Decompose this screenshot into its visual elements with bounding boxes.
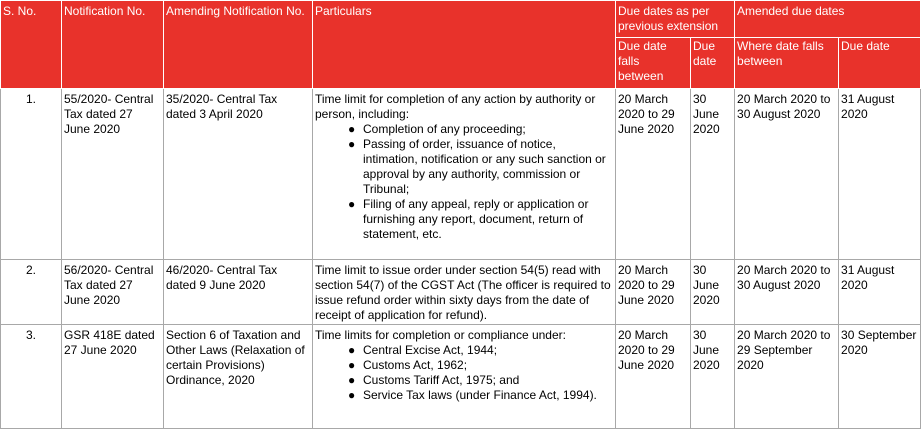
particulars-intro: Time limit to issue order under section 54(5) read with section 54(7) of the CGST Act (The officer is required to issue refund order within sixty days from the date of receipt of application for refund). bbox=[315, 263, 611, 322]
bullet-icon: ● bbox=[348, 197, 356, 211]
row-amending-notification-no: 35/2020- Central Tax dated 3 April 2020 bbox=[164, 89, 313, 260]
row-amending-notification-no: Section 6 of Taxation and Other Laws (Relaxation of certain Provisions) Ordinance, 2020 bbox=[164, 325, 313, 429]
bullet-icon: ● bbox=[348, 373, 356, 387]
row-sno: 2. bbox=[1, 260, 62, 325]
row-amended-due-date: 30 September 2020 bbox=[839, 325, 921, 429]
row-amended-falls-between: 20 March 2020 to 30 August 2020 bbox=[735, 260, 839, 325]
row-particulars bbox=[313, 89, 616, 260]
bullet-icon: ● bbox=[348, 343, 356, 357]
row-amending-notification-no: 46/2020- Central Tax dated 9 June 2020 bbox=[164, 260, 313, 325]
list-item: ● Customs Act, 1962; bbox=[348, 358, 468, 372]
header-where-date-falls-between: Where date falls between bbox=[735, 38, 839, 89]
row-amended-falls-between: 20 March 2020 to 29 September 2020 bbox=[735, 325, 839, 429]
list-item: ● Passing of order, issuance of notice, intimation, notification or any such sanction or approval by any authority, commission or Tribunal; bbox=[348, 137, 606, 196]
header-due-date-falls-between: Due date falls between bbox=[616, 38, 691, 89]
row-notification-no: GSR 418E dated 27 June 2020 bbox=[62, 325, 164, 429]
row-amended-falls-between: 20 March 2020 to 30 August 2020 bbox=[735, 89, 839, 260]
row-prev-due-date: 30 June 2020 bbox=[691, 260, 735, 325]
particulars-intro: Time limit for completion of any action by authority or person, including: bbox=[315, 92, 596, 121]
particulars-list bbox=[315, 343, 613, 403]
row-prev-due-date: 30 June 2020 bbox=[691, 89, 735, 260]
header-notification-no: Notification No. bbox=[62, 1, 164, 89]
list-item: ● Service Tax laws (under Finance Act, 1994). bbox=[348, 388, 597, 402]
row-prev-falls-between: 20 March 2020 to 29 June 2020 bbox=[616, 260, 691, 325]
bullet-icon: ● bbox=[348, 388, 356, 402]
table-row bbox=[1, 89, 921, 260]
list-item: ● Completion of any proceeding; bbox=[348, 122, 526, 136]
row-notification-no: 55/2020- Central Tax dated 27 June 2020 bbox=[62, 89, 164, 260]
bullet-icon: ● bbox=[348, 122, 356, 136]
header-amended-due-date: Due date bbox=[839, 38, 921, 89]
row-sno: 3. bbox=[1, 325, 62, 429]
row-prev-falls-between: 20 March 2020 to 29 June 2020 bbox=[616, 89, 691, 260]
row-prev-due-date: 30 June 2020 bbox=[691, 325, 735, 429]
header-amended-due-dates: Amended due dates bbox=[735, 1, 921, 38]
row-particulars bbox=[313, 325, 616, 429]
list-item: ● Central Excise Act, 1944; bbox=[348, 343, 498, 357]
particulars-list bbox=[315, 122, 613, 242]
row-sno: 1. bbox=[1, 89, 62, 260]
particulars-intro: Time limits for completion or compliance under: bbox=[315, 328, 566, 342]
row-prev-falls-between: 20 March 2020 to 29 June 2020 bbox=[616, 325, 691, 429]
header-amending-notification-no: Amending Notification No. bbox=[164, 1, 313, 89]
table-row bbox=[1, 325, 921, 429]
header-due-dates-previous: Due dates as per previous extension bbox=[616, 1, 735, 38]
row-amended-due-date: 31 August 2020 bbox=[839, 260, 921, 325]
list-item: ● Filing of any appeal, reply or application or furnishing any report, document, return of statement, etc. bbox=[348, 197, 589, 241]
header-particulars: Particulars bbox=[313, 1, 616, 89]
header-due-date: Due date bbox=[691, 38, 735, 89]
table-row bbox=[1, 260, 921, 325]
row-amended-due-date: 31 August 2020 bbox=[839, 89, 921, 260]
bullet-icon: ● bbox=[348, 137, 356, 151]
header-sno: S. No. bbox=[1, 1, 62, 89]
row-notification-no: 56/2020- Central Tax dated 27 June 2020 bbox=[62, 260, 164, 325]
bullet-icon: ● bbox=[348, 358, 356, 372]
row-particulars bbox=[313, 260, 616, 325]
list-item: ● Customs Tariff Act, 1975; and bbox=[348, 373, 520, 387]
